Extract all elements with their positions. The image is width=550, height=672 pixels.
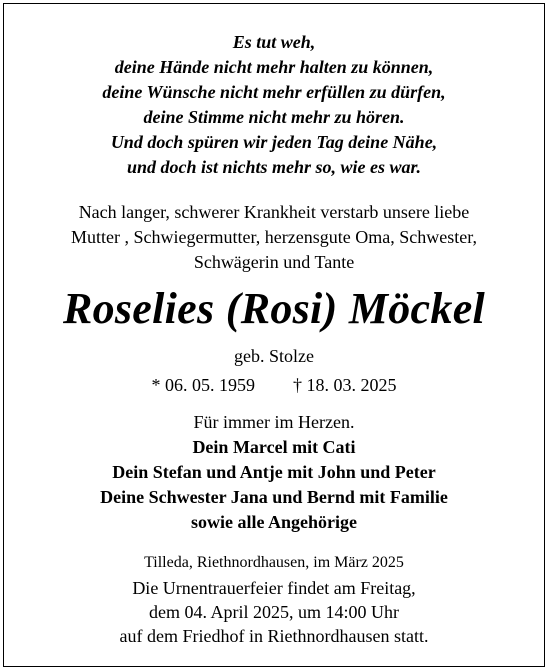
deceased-name: Roselies (Rosi) Möckel — [62, 284, 486, 333]
place-date: Tilleda, Riethnordhausen, im März 2025 — [144, 554, 404, 571]
family-line: Dein Stefan und Antje mit John und Peter — [112, 462, 436, 482]
intro-line: Nach langer, schwerer Krankheit verstarb unsere liebe — [78, 202, 470, 222]
funeral-line: Die Urnentrauerfeier findet am Freitag, — [132, 578, 416, 598]
family-line: Dein Marcel mit Cati — [192, 437, 356, 457]
obituary-notice — [3, 3, 545, 667]
poem-line: Und doch spüren wir jeden Tag deine Nähe, — [110, 132, 438, 152]
funeral-line: auf dem Friedhof in Riethnordhausen statt. — [119, 626, 429, 646]
funeral-line: dem 04. April 2025, um 14:00 Uhr — [149, 602, 399, 622]
intro-line: Mutter , Schwiegermutter, herzensgute Oma, Schwester, — [71, 227, 477, 247]
family-line: sowie alle Angehörige — [191, 512, 357, 532]
intro-text — [4, 200, 544, 275]
family-list — [4, 435, 544, 535]
poem-line: Es tut weh, — [232, 32, 316, 52]
funeral-info — [4, 576, 544, 648]
life-dates — [4, 373, 544, 397]
family-line: Deine Schwester Jana und Bernd mit Familie — [100, 487, 448, 507]
poem-block — [4, 30, 544, 180]
maiden-name: geb. Stolze — [234, 346, 314, 366]
birth-date: * 06. 05. 1959 — [151, 375, 255, 395]
intro-line: Schwägerin und Tante — [193, 252, 355, 272]
poem-line: deine Stimme nicht mehr zu hören. — [143, 107, 405, 127]
death-date: † 18. 03. 2025 — [293, 375, 397, 395]
remembrance-text: Für immer im Herzen. — [193, 412, 355, 432]
poem-line: deine Hände nicht mehr halten zu können, — [114, 57, 434, 77]
poem-line: und doch ist nichts mehr so, wie es war. — [126, 157, 422, 177]
poem-line: deine Wünsche nicht mehr erfüllen zu dürfen, — [102, 82, 446, 102]
